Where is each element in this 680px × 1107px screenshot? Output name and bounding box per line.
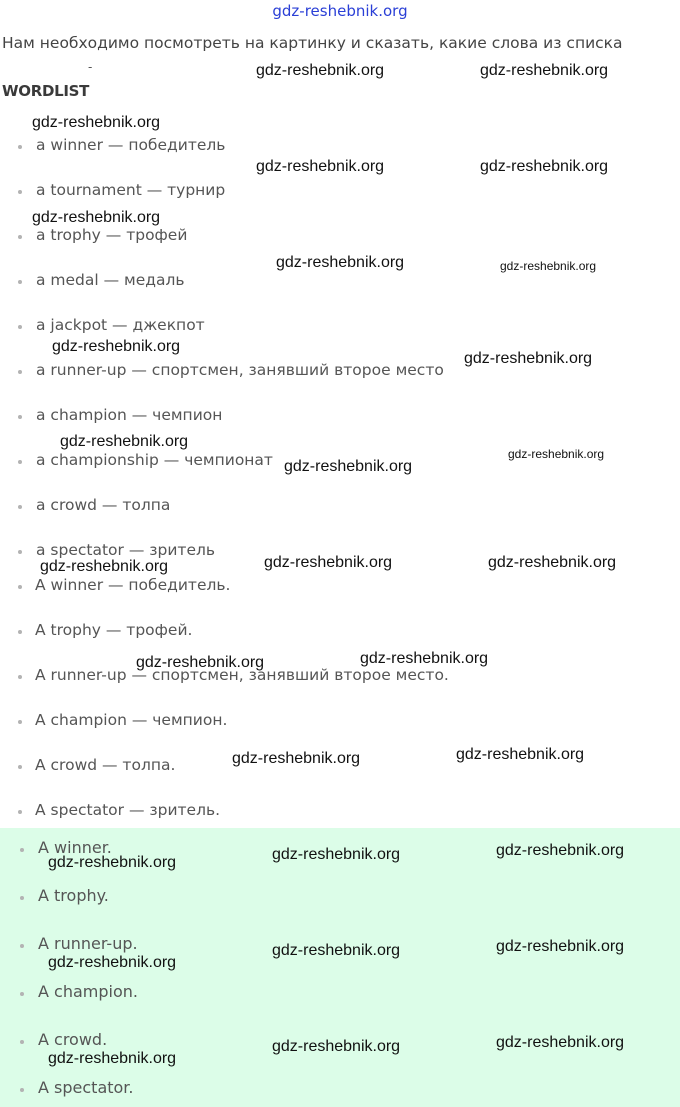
watermark: gdz-reshebnik.org [272,942,401,959]
watermark: gdz-reshebnik.org [464,350,593,367]
watermark: gdz-reshebnik.org [496,938,625,955]
list-item: a winner — победитель [36,136,226,154]
watermark: gdz-reshebnik.org [456,746,585,763]
bullet-icon [18,585,22,589]
list-item: a spectator — зритель [36,541,216,559]
answer-item: A runner-up. [38,934,138,953]
list-item: A spectator — зритель. [35,801,221,819]
watermark: gdz-reshebnik.org [488,554,617,571]
watermark: gdz-reshebnik.org [136,654,265,671]
bullet-icon [18,550,22,554]
answer-item: A spectator. [38,1078,134,1097]
list-item: A crowd — толпа. [35,756,176,774]
answer-item: A trophy. [38,886,109,905]
watermark: gdz-reshebnik.org [32,114,161,131]
bullet-icon [18,325,22,329]
answer-item: A crowd. [38,1030,108,1049]
site-header-link[interactable]: gdz-reshebnik.org [272,2,408,20]
list-item: a trophy — трофей [36,226,188,244]
watermark: gdz-reshebnik.org [52,338,181,355]
list-item: a crowd — толпа [36,496,171,514]
watermark: gdz-reshebnik.org [284,458,413,475]
watermark: gdz-reshebnik.org [480,62,609,79]
bullet-icon [18,235,22,239]
bullet-icon [20,896,24,900]
watermark: gdz-reshebnik.org [276,254,405,271]
bullet-icon [18,765,22,769]
answer-item: A winner. [38,838,112,857]
watermark: gdz-reshebnik.org [256,158,385,175]
bullet-icon [20,944,24,948]
bullet-icon [18,280,22,284]
list-item: A champion — чемпион. [35,711,228,729]
answer-item: A champion. [38,982,138,1001]
bullet-icon [18,415,22,419]
watermark: gdz-reshebnik.org [60,433,189,450]
watermark: gdz-reshebnik.org [360,650,489,667]
list-item: a medal — медаль [36,271,185,289]
list-item: A runner-up — спортсмен, занявший второе место. [35,666,449,684]
watermark: gdz-reshebnik.org [500,259,597,273]
bullet-icon [20,992,24,996]
bullet-icon [18,630,22,634]
dash-mark: - [88,60,93,74]
wordlist-heading: WORDLIST [2,82,90,100]
watermark: gdz-reshebnik.org [496,1034,625,1051]
watermark: gdz-reshebnik.org [264,554,393,571]
list-item: a tournament — турнир [36,181,226,199]
list-item: a championship — чемпионат [36,451,273,469]
watermark: gdz-reshebnik.org [48,1050,177,1067]
bullet-icon [18,145,22,149]
watermark: gdz-reshebnik.org [32,209,161,226]
intro-text: Нам необходимо посмотреть на картинку и сказать, какие слова из списка [2,34,623,52]
watermark: gdz-reshebnik.org [508,447,605,461]
list-item: a jackpot — джекпот [36,316,205,334]
watermark: gdz-reshebnik.org [232,750,361,767]
bullet-icon [18,675,22,679]
bullet-icon [18,505,22,509]
watermark: gdz-reshebnik.org [272,846,401,863]
bullet-icon [20,848,24,852]
bullet-icon [20,1088,24,1092]
watermark: gdz-reshebnik.org [256,62,385,79]
watermark: gdz-reshebnik.org [48,854,177,871]
list-item: a runner-up — спортсмен, занявший второе место [36,361,444,379]
list-item: a champion — чемпион [36,406,223,424]
bullet-icon [18,720,22,724]
watermark: gdz-reshebnik.org [40,558,169,575]
watermark: gdz-reshebnik.org [272,1038,401,1055]
bullet-icon [18,810,22,814]
watermark: gdz-reshebnik.org [480,158,609,175]
list-item: A winner — победитель. [35,576,231,594]
bullet-icon [20,1040,24,1044]
bullet-icon [18,370,22,374]
watermark: gdz-reshebnik.org [48,954,177,971]
bullet-icon [18,190,22,194]
list-item: A trophy — трофей. [35,621,193,639]
bullet-icon [18,460,22,464]
watermark: gdz-reshebnik.org [496,842,625,859]
